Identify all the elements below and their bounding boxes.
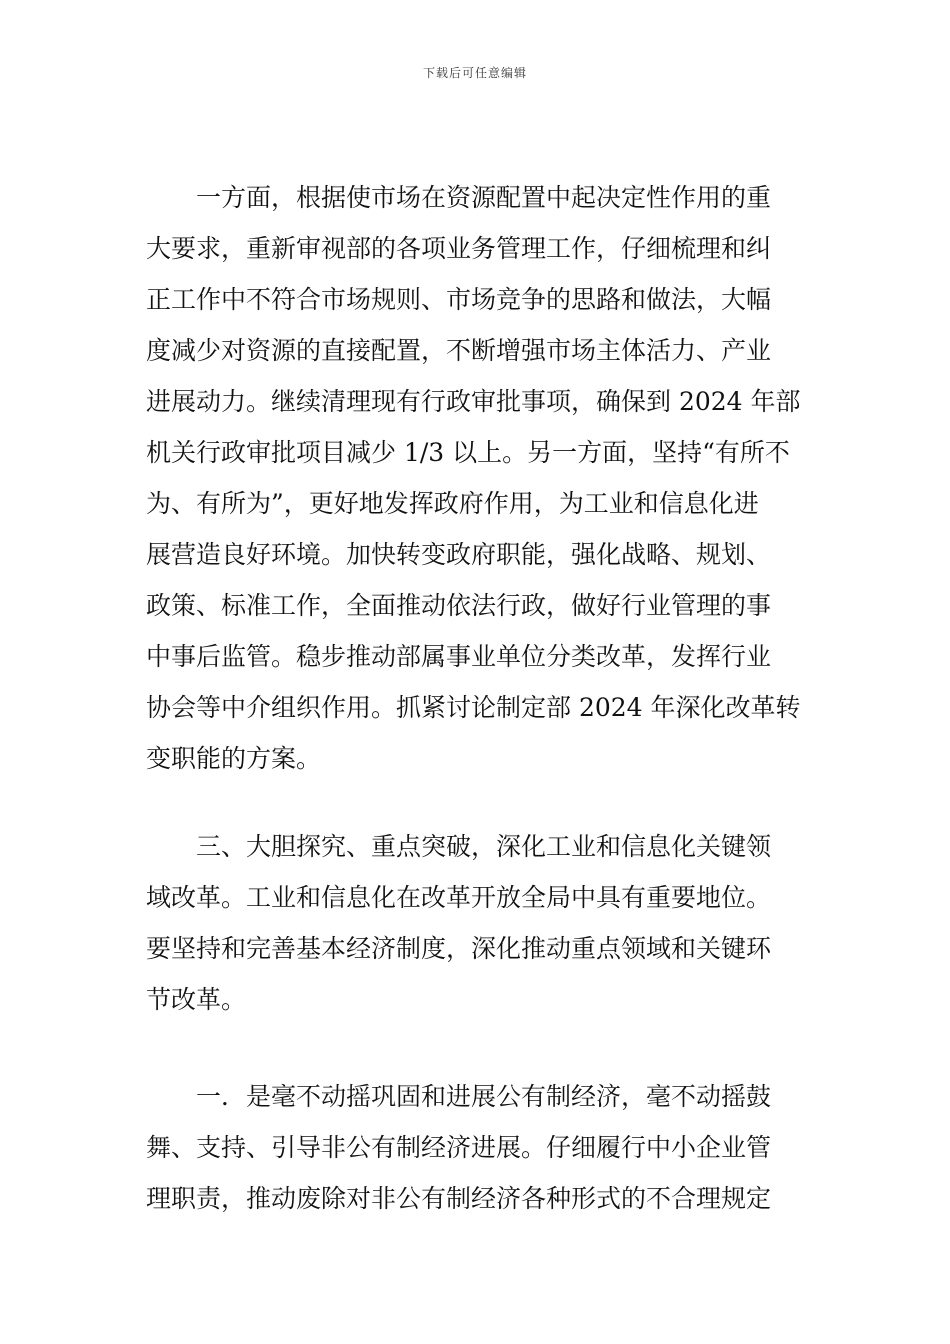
text-line: 正工作中不符合市场规则、市场竞争的思路和做法，大幅 (146, 285, 772, 314)
text-line: 三、大胆探究、重点突破，深化工业和信息化关键领 (146, 832, 772, 861)
paragraph-section-three (146, 821, 808, 1025)
text-line: 一方面，根据使市场在资源配置中起决定性作用的重 (146, 183, 772, 212)
text-line: 为、有所为”，更好地发挥政府作用，为工业和信息化进 (146, 489, 759, 518)
text-line: 节改革。 (146, 985, 247, 1014)
text-line: 域改革。工业和信息化在改革开放全局中具有重要地位。 (146, 883, 772, 912)
text-line: 展营造良好环境。加快转变政府职能，强化战略、规划、 (146, 540, 772, 569)
text-line: 一．是毫不动摇巩固和进展公有制经济，毫不动摇鼓 (146, 1082, 772, 1111)
text-line: 中事后监管。稳步推动部属事业单位分类改革，发挥行业 (146, 642, 772, 671)
text-line: 变职能的方案。 (146, 744, 322, 773)
paragraph-reform-market (146, 172, 808, 784)
text-line: 理职责，推动废除对非公有制经济各种形式的不合理规定 (146, 1184, 772, 1213)
text-line: 进展动力。继续清理现有行政审批事项，确保到 2024 年部 (146, 387, 801, 416)
text-line: 度减少对资源的直接配置，不断增强市场主体活力、产业 (146, 336, 772, 365)
text-line: 机关行政审批项目减少 1/3 以上。另一方面，坚持“有所不 (146, 438, 790, 467)
text-line: 政策、标准工作，全面推动依法行政，做好行业管理的事 (146, 591, 772, 620)
text-line: 舞、支持、引导非公有制经济进展。仔细履行中小企业管 (146, 1133, 772, 1162)
page-header: 下载后可任意编辑 (422, 66, 527, 80)
paragraph-item-one (146, 1071, 808, 1224)
text-line: 大要求，重新审视部的各项业务管理工作，仔细梳理和纠 (146, 234, 772, 263)
text-line: 要坚持和完善基本经济制度，深化推动重点领域和关键环 (146, 934, 772, 963)
text-line: 协会等中介组织作用。抓紧讨论制定部 2024 年深化改革转 (146, 693, 801, 722)
